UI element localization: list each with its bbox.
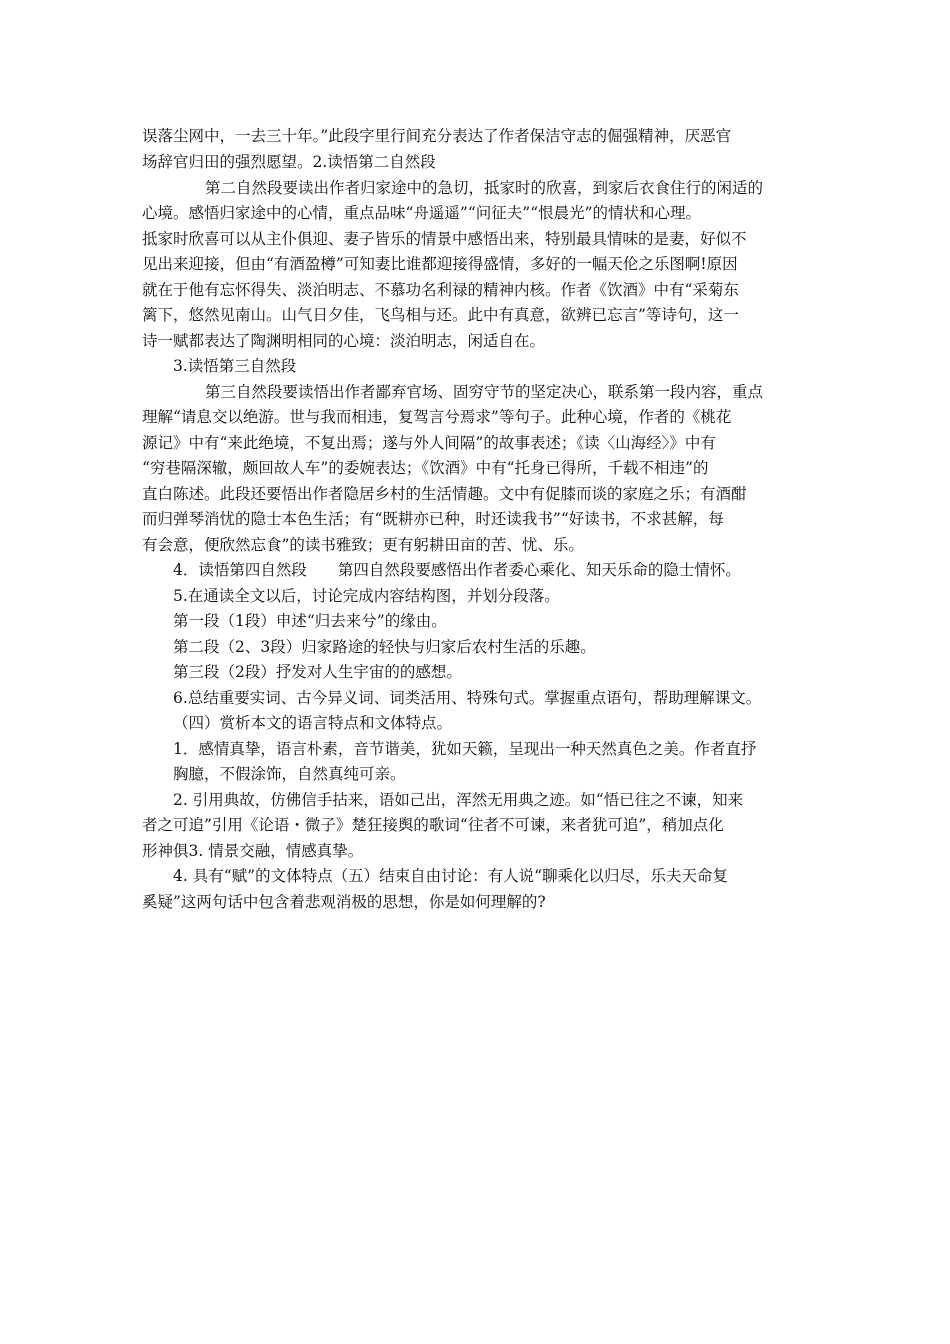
line-text: 4. 具有“赋”的文体特点（五）结束自由讨论：有人说“聊乘化以归尽，乐夫天命复 (173, 867, 728, 885)
text-line (0, 380, 950, 404)
line-text: 2. 引用典故，仿佛信手拈来，语如己出，浑然无用典之迹。如“悟已往之不谏，知来 (173, 791, 744, 809)
line-text: 第一段（1段）申述“归去来兮”的缘由。 (173, 612, 447, 630)
text-line (0, 354, 950, 378)
text-line (0, 635, 950, 659)
line-text: 4．读悟第四自然段 第四自然段要感悟出作者委心乘化、知天乐命的隐士情怀。 (173, 561, 741, 579)
text-line (0, 456, 950, 480)
line-text: 第三段（2段）抒发对人生宇宙的的感想。 (173, 663, 462, 681)
text-line (0, 737, 950, 761)
text-line (0, 890, 950, 914)
line-text: 理解“请息交以绝游。世与我而相违，复驾言兮焉求”等句子。此种心境，作者的《桃花 (142, 408, 732, 426)
text-line (0, 762, 950, 786)
line-text: 误落尘网中，一去三十年。”此段字里行间充分表达了作者保洁守志的倔强精神，厌恶官 (142, 127, 732, 145)
line-text: 3.读悟第三自然段 (173, 357, 297, 375)
line-text: 源记》中有“来此绝境，不复出焉；遂与外人间隔”的故事表述；《读〈山海经〉》中有 (142, 434, 716, 452)
text-line (0, 864, 950, 888)
line-text: 第二段（2、3段）归家路途的轻快与归家后农村生活的乐趣。 (173, 638, 596, 656)
text-line (0, 533, 950, 557)
line-text: 篱下，悠然见南山。山气日夕佳，飞鸟相与还。此中有真意，欲辨已忘言”等诗句，这一 (142, 306, 739, 324)
line-text: 胸臆，不假涂饰，自然真纯可亲。 (173, 765, 406, 783)
text-line (0, 124, 950, 148)
text-line (0, 405, 950, 429)
line-text: 心境。感悟归家途中的心情，重点品味“舟遥遥”“问征夫”“恨晨光”的情状和心理。 (142, 204, 702, 222)
line-text: 就在于他有忘怀得失、淡泊明志、不慕功名利禄的精神内核。作者《饮酒》中有“采菊东 (142, 281, 739, 299)
text-line (0, 482, 950, 506)
line-text: （四）赏析本文的语言特点和文体特点。 (173, 714, 453, 732)
text-line (0, 839, 950, 863)
line-text: 抵家时欣喜可以从主仆俱迎、妻子皆乐的情景中感悟出来，特别最具情味的是妻，好似不 (142, 230, 747, 248)
line-text: “穷巷隔深辙，颇回故人车”的委婉表达；《饮酒》中有“托身已得所，千载不相违”的 (142, 459, 709, 477)
text-line (0, 329, 950, 353)
text-line (0, 788, 950, 812)
line-text: 见出来迎接，但由“有酒盈樽”可知妻比谁都迎接得盛情，多好的一幅天伦之乐图啊!原因 (142, 255, 738, 273)
text-line (0, 176, 950, 200)
text-line (0, 584, 950, 608)
line-text: 而归弹琴消忧的隐士本色生活；有“既耕亦已种，时还读我书”“好读书，不求甚解，每 (142, 510, 724, 528)
line-text: 者之可追”引用《论语・微子》楚狂接舆的歌词“往者不可谏，来者犹可追”，稍加点化 (142, 816, 724, 834)
text-line (0, 303, 950, 327)
line-text: 诗一赋都表达了陶渊明相同的心境：淡泊明志，闲适自在。 (142, 332, 546, 350)
text-line (0, 507, 950, 531)
text-line (0, 813, 950, 837)
line-text: 形神俱3. 情景交融，情感真挚。 (142, 842, 364, 860)
text-line (0, 150, 950, 174)
text-line (0, 711, 950, 735)
text-line (0, 609, 950, 633)
line-text: 有会意，便欣然忘食”的读书雅致；更有躬耕田亩的苦、忧、乐。 (142, 536, 584, 554)
text-line (0, 252, 950, 276)
line-text: 第二自然段要读出作者归家途中的急切，抵家时的欣喜，到家后衣食住行的闲适的 (205, 179, 764, 197)
text-line (0, 431, 950, 455)
line-text: 第三自然段要读悟出作者鄙弃官场、固穷守节的坚定决心，联系第一段内容，重点 (205, 383, 764, 401)
text-line (0, 558, 950, 582)
line-text: 5.在通读全文以后，讨论完成内容结构图，并划分段落。 (173, 587, 560, 605)
line-text: 直白陈述。此段还要悟出作者隐居乡村的生活情趣。文中有促膝而谈的家庭之乐；有酒酣 (142, 485, 747, 503)
line-text: 1．感情真挚，语言朴素，音节谐美，犹如天籁，呈现出一种天然真色之美。作者直抒 (173, 740, 757, 758)
line-text: 奚疑”这两句话中包含着悲观消极的思想，你是如何理解的? (142, 893, 546, 911)
text-line (0, 686, 950, 710)
text-line (0, 660, 950, 684)
line-text: 场辞官归田的强烈愿望。2.读悟第二自然段 (142, 153, 436, 171)
text-line (0, 278, 950, 302)
text-line (0, 227, 950, 251)
line-text: 6.总结重要实词、古今异义词、词类活用、特殊句式。掌握重点语句，帮助理解课文。 (173, 689, 762, 707)
text-line (0, 201, 950, 225)
